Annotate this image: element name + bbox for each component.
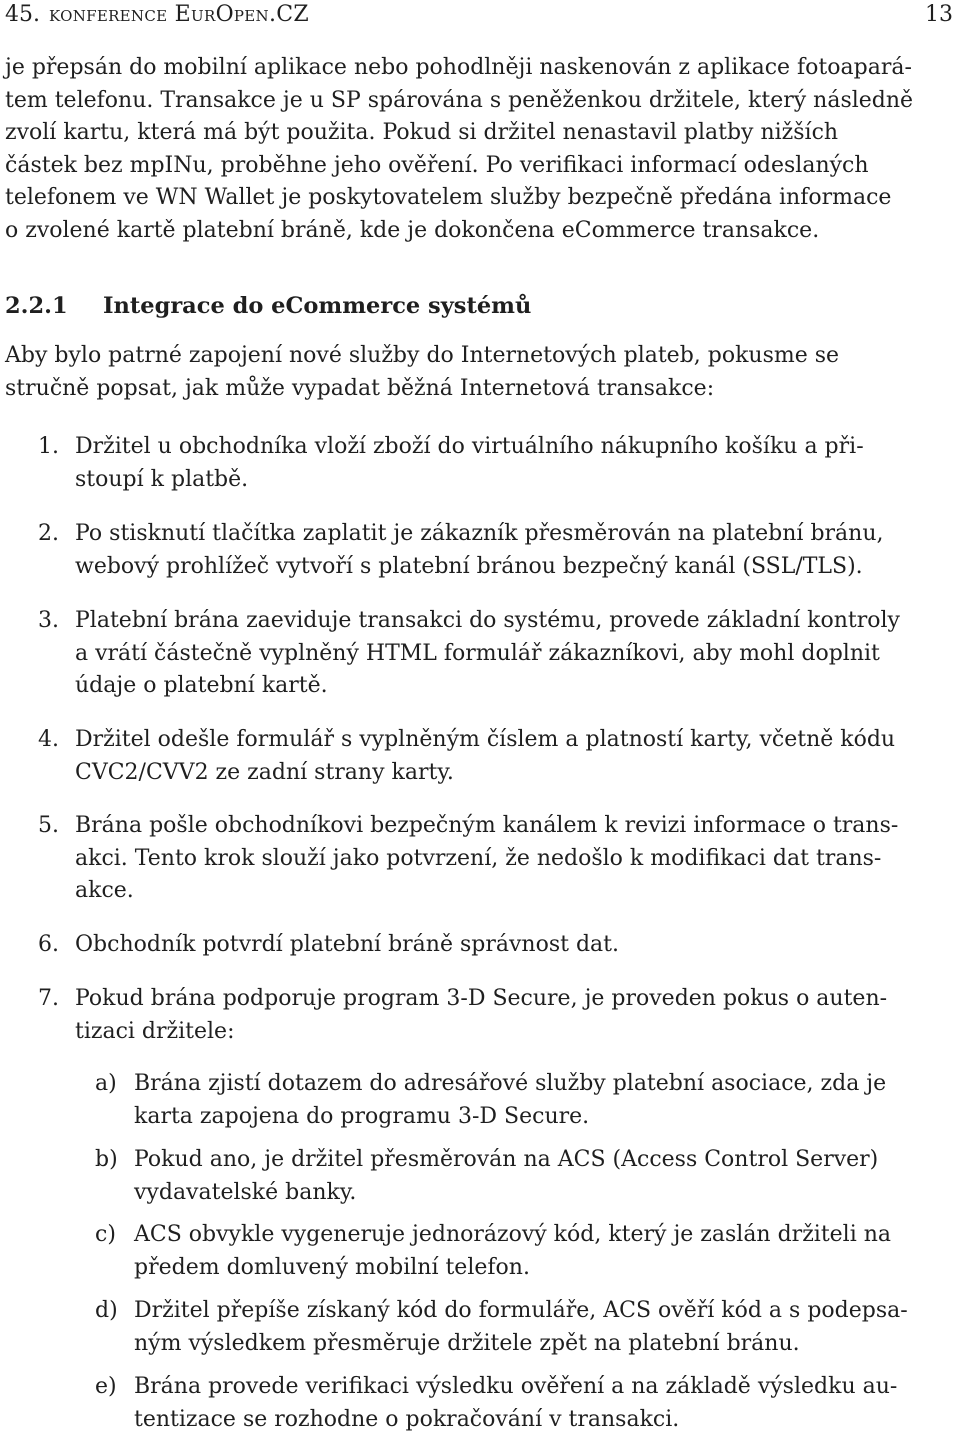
sub-item-line: Brána provede verifikaci výsledku ověření a na základě výsledku au- (134, 1371, 955, 1404)
sub-item-line: ným výsledkem přesměruje držitele zpět na platební bránu. (134, 1328, 955, 1361)
item-number: 1. (38, 431, 59, 464)
list-item (5, 724, 955, 789)
item-line: akce. (75, 875, 955, 908)
intro-paragraph (5, 52, 955, 247)
item-line: akci. Tento krok slouží jako potvrzení, že nedošlo k modifikaci dat trans- (75, 843, 955, 876)
lead-line: stručně popsat, jak může vypadat běžná Internetová transakce: (5, 373, 955, 406)
intro-line: o zvolené kartě platební bráně, kde je dokončena eCommerce transakce. (5, 215, 955, 248)
item-number: 5. (38, 810, 59, 843)
item-line: údaje o platební kartě. (75, 670, 955, 703)
sub-item-line: tentizace se rozhodne o pokračování v transakci. (134, 1404, 955, 1436)
sub-item-line: karta zapojena do programu 3-D Secure. (134, 1101, 955, 1134)
item-number: 2. (38, 518, 59, 551)
item-line: Brána pošle obchodníkovi bezpečným kanálem k revizi informace o trans- (75, 810, 955, 843)
conference-title: konference EurOpen.CZ (49, 3, 309, 27)
sub-item-marker: c) (95, 1219, 116, 1252)
sub-item-line: Pokud ano, je držitel přesměrován na ACS (Access Control Server) (134, 1144, 955, 1177)
sub-list-item (5, 1144, 955, 1209)
item-line: Platební brána zaeviduje transakci do systému, provede základní kontroly (75, 605, 955, 638)
item-line: Držitel u obchodníka vloží zboží do virtuálního nákupního košíku a při- (75, 431, 955, 464)
intro-line: zvolí kartu, která má být použita. Pokud si držitel nenastavil platby nižších (5, 117, 955, 150)
conference-number: 45. (5, 3, 40, 27)
sub-item-marker: b) (95, 1144, 118, 1177)
item-line: stoupí k platbě. (75, 464, 955, 497)
item-number: 6. (38, 929, 59, 962)
sub-item-line: vydavatelské banky. (134, 1177, 955, 1210)
list-item (5, 605, 955, 703)
item-number: 7. (38, 983, 59, 1016)
sub-item-line: Brána zjistí dotazem do adresářové služby platební asociace, zda je (134, 1068, 955, 1101)
sub-list-item (5, 1371, 955, 1436)
lead-paragraph (5, 340, 955, 405)
intro-line: je přepsán do mobilní aplikace nebo pohodlněji naskenován z aplikace fotoapará- (5, 52, 955, 85)
item-line: Držitel odešle formulář s vyplněným číslem a platností karty, včetně kódu (75, 724, 955, 757)
sub-item-marker: e) (95, 1371, 117, 1404)
list-item (5, 983, 955, 1048)
intro-line: tem telefonu. Transakce je u SP spárována s peněženkou držitele, který následně (5, 85, 955, 118)
sub-item-marker: a) (95, 1068, 117, 1101)
intro-line: částek bez mpINu, proběhne jeho ověření. Po verifikaci informací odeslaných (5, 150, 955, 183)
list-item (5, 518, 955, 583)
item-line: webový prohlížeč vytvoří s platební bránou bezpečný kanál (SSL/TLS). (75, 551, 955, 584)
item-number: 4. (38, 724, 59, 757)
list-item (5, 810, 955, 908)
sub-list-item (5, 1295, 955, 1360)
sub-item-line: předem domluvený mobilní telefon. (134, 1252, 955, 1285)
item-number: 3. (38, 605, 59, 638)
section-number: 2.2.1 (5, 290, 103, 322)
sub-list-item (5, 1219, 955, 1284)
running-header (5, 3, 953, 27)
item-line: Obchodník potvrdí platební bráně správnost dat. (75, 929, 955, 962)
item-line: CVC2/CVV2 ze zadní strany karty. (75, 757, 955, 790)
item-line: Pokud brána podporuje program 3-D Secure, je proveden pokus o auten- (75, 983, 955, 1016)
item-line: Po stisknutí tlačítka zaplatit je zákazník přesměrován na platební bránu, (75, 518, 955, 551)
page-number: 13 (925, 3, 953, 27)
intro-line: telefonem ve WN Wallet je poskytovatelem služby bezpečně předána informace (5, 182, 955, 215)
sub-list-item (5, 1068, 955, 1133)
list-item (5, 431, 955, 496)
lead-line: Aby bylo patrné zapojení nové služby do Internetových plateb, pokusme se (5, 340, 955, 373)
item-line: a vrátí částečně vyplněný HTML formulář zákazníkovi, aby mohl doplnit (75, 638, 955, 671)
list-item (5, 929, 955, 962)
section-title: Integrace do eCommerce systémů (103, 293, 531, 319)
section-heading (5, 290, 955, 322)
sub-item-line: Držitel přepíše získaný kód do formuláře, ACS ověří kód a s podepsa- (134, 1295, 955, 1328)
sub-item-line: ACS obvykle vygeneruje jednorázový kód, který je zaslán držiteli na (134, 1219, 955, 1252)
sub-item-marker: d) (95, 1295, 118, 1328)
item-line: tizaci držitele: (75, 1016, 955, 1049)
